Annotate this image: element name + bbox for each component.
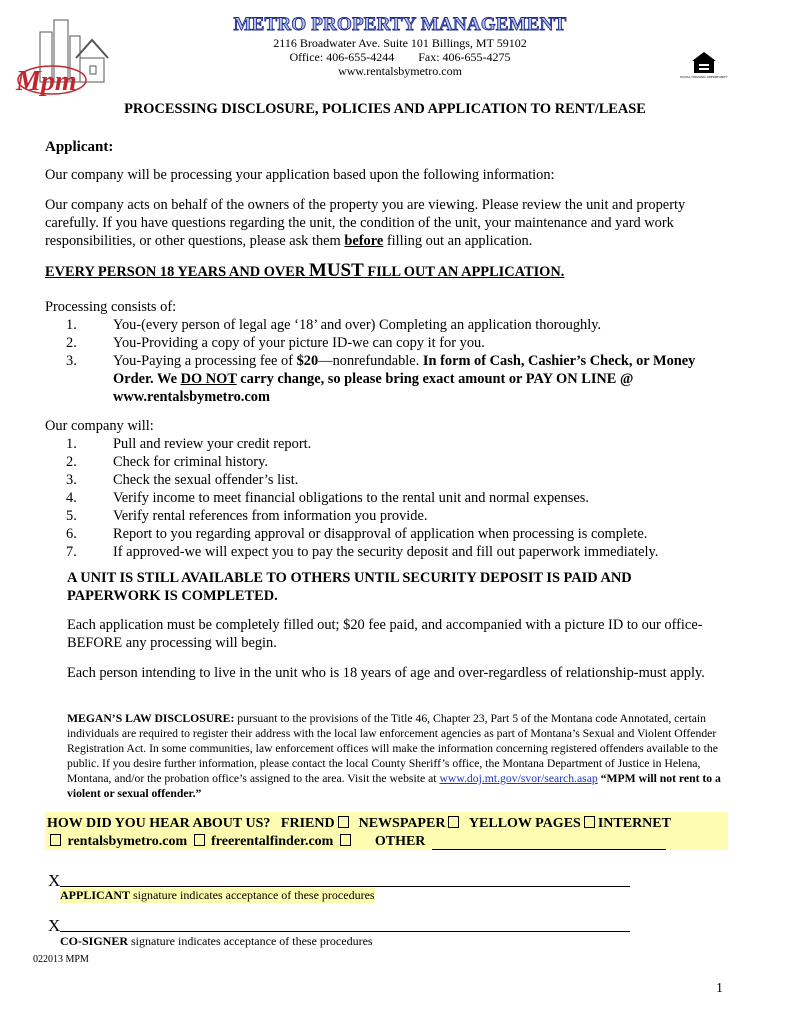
checkbox[interactable] — [340, 834, 351, 846]
cosigner-signature-line[interactable] — [60, 931, 630, 932]
intro-paragraph: Our company will be processing your application based upon the following information: — [45, 167, 555, 183]
megans-law-disclosure: MEGAN’S LAW DISCLOSURE: pursuant to the provisions of the Title 46, Chapter 23, Part 5 of the Montana code Annotated, certain individuals are required to register their address with the local law enforcement agencies as part of Montana’s Sexual and Violent Offender Registration Act. In some communities, law enforcement offices will make the information concerning registered offenders available to the public. If you desire further information, please contact the local County Sheriff’s office, the Montana Department of Justice in Helena, Montana, and/or the probation office’s assigned to the area. Visit the website at www.doj.mt.gov/svor/search.asap “MPM will not rent to a violent or sexual offender.” — [67, 712, 721, 800]
each-person-paragraph: Each person intending to live in the unit who is 18 years of age and over-regardless of relationship-must apply. — [67, 665, 705, 681]
cosigner-signature-caption: CO-SIGNER signature indicates acceptance of these procedures — [60, 934, 373, 948]
option-other[interactable]: OTHER — [374, 834, 426, 849]
option-rentalsbymetro[interactable]: rentalsbymetro.com — [67, 834, 188, 849]
processing-label: Processing consists of: — [45, 299, 177, 315]
list-item: Pull and review your credit report. — [113, 436, 312, 452]
list-item: You-Paying a processing fee of $20—nonrefundable. In form of Cash, Cashier’s Check, or Money Order. We DO NOT carry change, so please bring exact amount or PAY ON LINE @ www.rentalsbymetro.com — [113, 353, 696, 405]
list-item: Verify income to meet financial obligations to the rental unit and normal expenses. — [113, 490, 589, 506]
list-item: You-Providing a copy of your picture ID-we can copy it for you. — [113, 335, 485, 351]
option-freerentalfinder[interactable]: freerentalfinder.com — [211, 834, 334, 849]
list-number: 1. — [66, 436, 77, 452]
option-internet[interactable]: INTERNET — [597, 816, 671, 831]
list-number: 2. — [66, 454, 77, 470]
option-yellow-pages[interactable]: YELLOW PAGES — [469, 816, 598, 831]
list-number: 5. — [66, 508, 77, 524]
eho-text: EQUAL HOUSING OPPORTUNITY — [680, 75, 728, 79]
company-address: 2116 Broadwater Ave. Suite 101 Billings, MT 59102 — [273, 36, 527, 50]
option-newspaper[interactable]: NEWSPAPER — [359, 816, 463, 831]
list-number: 3. — [66, 472, 77, 488]
checkbox[interactable] — [194, 834, 205, 846]
referral-question-line — [47, 816, 671, 832]
applicant-signature-caption: APPLICANT signature indicates acceptance of these procedures — [60, 888, 375, 902]
referral-options-line-2 — [47, 834, 425, 850]
checkbox[interactable] — [584, 816, 595, 828]
every-person-notice: EVERY PERSON 18 YEARS AND OVER MUST FILL OUT AN APPLICATION. — [45, 260, 565, 281]
list-number: 7. — [66, 544, 77, 560]
list-item: You-(every person of legal age ‘18’ and over) Completing an application thoroughly. — [113, 317, 602, 333]
page-number: 1 — [716, 981, 723, 996]
svor-link[interactable]: www.doj.mt.gov/svor/search.asap — [439, 772, 598, 785]
checkbox[interactable] — [50, 834, 61, 846]
company-name: METRO PROPERTY MANAGEMENT — [233, 14, 567, 35]
unit-available-notice: A UNIT IS STILL AVAILABLE TO OTHERS UNTIL SECURITY DEPOSIT IS PAID AND PAPERWORK IS COMPLETED. — [67, 570, 632, 604]
review-paragraph: Our company acts on behalf of the owners of the property you are viewing. Please review the unit and property carefully. If you have questions regarding the unit, the condition of the unit, your maintenance and yard work responsibilities, or other questions, please ask them before filling out an application. — [45, 197, 686, 249]
list-number: 4. — [66, 490, 77, 506]
list-item: If approved-we will expect you to pay the security deposit and fill out paperwork immediately. — [113, 544, 659, 560]
applicant-signature-line[interactable] — [60, 886, 630, 887]
list-item: Report to you regarding approval or disapproval of application when processing is complete. — [113, 526, 648, 542]
list-item: Verify rental references from information you provide. — [113, 508, 428, 524]
checkbox[interactable] — [338, 816, 349, 828]
company-phones: Office: 406-655-4244 Fax: 406-655-4275 — [289, 50, 511, 64]
applicant-label: Applicant: — [45, 139, 114, 155]
applicant-signature-x: X — [48, 871, 61, 890]
document-title: PROCESSING DISCLOSURE, POLICIES AND APPLICATION TO RENT/LEASE — [124, 101, 646, 117]
list-item: Check the sexual offender’s list. — [113, 472, 299, 488]
other-blank-line[interactable] — [432, 849, 666, 850]
company-website: www.rentalsbymetro.com — [338, 64, 462, 78]
list-number: 3. — [66, 353, 77, 369]
checkbox[interactable] — [448, 816, 459, 828]
equal-housing-icon — [680, 50, 728, 80]
list-number: 1. — [66, 317, 77, 333]
list-number: 2. — [66, 335, 77, 351]
list-item: Check for criminal history. — [113, 454, 268, 470]
list-number: 6. — [66, 526, 77, 542]
cosigner-signature-x: X — [48, 916, 61, 935]
option-friend[interactable]: FRIEND — [281, 816, 352, 831]
referral-question: HOW DID YOU HEAR ABOUT US? — [47, 816, 271, 831]
logo-text: Mpm — [16, 66, 77, 97]
company-will-label: Our company will: — [45, 418, 154, 434]
form-code: 022013 MPM — [33, 954, 89, 965]
each-application-paragraph: Each application must be completely filled out; $20 fee paid, and accompanied with a picture ID to our office-BEFORE any processing will begin. — [67, 617, 703, 651]
